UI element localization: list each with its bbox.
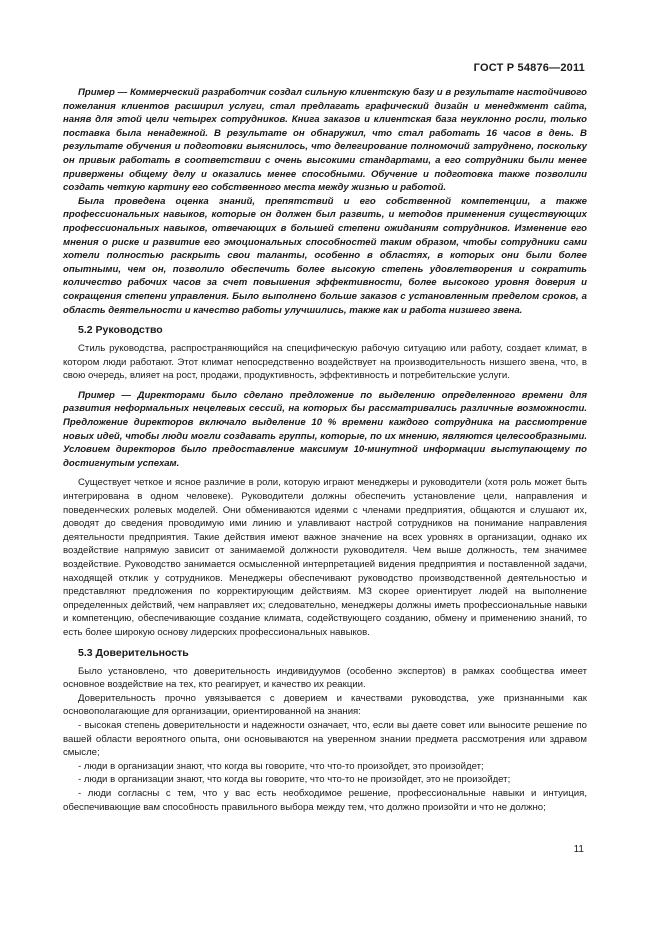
list-item: - высокая степень доверительности и надежности означает, что, если вы даете совет или выносите решение по вашей области вероятного опыта, они основываются на уверенном знании предмета рассмотрения или здравом смысле;	[63, 719, 587, 759]
body-paragraph: Было установлено, что доверительность индивидуумов (особенно экспертов) в рамках сообщества имеет основное воздействие на тех, кто реагирует, и качество их реакции.	[63, 665, 587, 691]
list-item: - люди согласны с тем, что у вас есть необходимое решение, профессиональные навыки и интуиция, обеспечивающие вам способность правильного выбора между тем, что должно произойти и что не должно;	[63, 787, 587, 813]
body-paragraph: Стиль руководства, распространяющийся на специфическую рабочую ситуацию или работу, создает климат, в котором люди работают. Этот климат непосредственно воздействует на производительность низшего звена, что, в свою очередь, влияет на рост, продажи, продуктивность, эффективность и потребительские услуги.	[63, 343, 587, 382]
document-body	[63, 86, 587, 814]
list-item: - люди в организации знают, что когда вы говорите, что что-то произойдет, это произойдет;	[78, 760, 484, 772]
document-standard-id: ГОСТ Р 54876—2011	[473, 62, 585, 74]
example-paragraph: Пример — Директорами было сделано предложение по выделению определенного времени для развития неформальных нецелевых сессий, на которых бы рассматривались различные возможности. Предложение директоров включало выделение 10 % времени каждого сотрудника на рассмотрение новых идей, чтобы люди могли создавать группы, которые, по их мнению, являются целесообразными. Условием директоров было предоставление максимум 10-минутной информации выступающему по достигнутым успехам.	[63, 389, 587, 469]
example-paragraph-continued: Была проведена оценка знаний, препятствий и его собственной компетенции, а также профессиональных навыков, которые он должен был развить, и методов применения существующих профессиональных навыков, отвечающих в большей степени ожиданиям сотрудников. Изменение его мнения о риске и развитие его эмоциональных способностей таким образом, чтобы сотрудники сами хотели полностью раскрыть свои таланты, особенно в областях, в которых они были более опытными, чем он, позволило обеспечить более высокую степень удовлетворения и сократить количество рабочих часов за счет повышения эффективности, более высокого уровня доверия и сокращения степени управления. Было выполнено больше заказов с установленным пределом сроков, а область деятельности и качество работы улучшились, также как и работа низшего звена.	[63, 195, 587, 316]
body-paragraph: Доверительность прочно увязывается с доверием и качествами руководства, уже признанными как основополагающие для организации, ориентированной на знания:	[63, 692, 587, 718]
body-paragraph: Существует четкое и ясное различие в роли, которую играют менеджеры и руководители (хотя роль может быть интегрирована в одном человеке). Руководители должны обеспечить установление цели, направления и поведенческих ролевых моделей. Они обмениваются идеями с членами предприятия, общаются и слушают их, доводят до сведения проводимую ими линию и улавливают настрой сотрудников на понимание направления деятельности предприятия. Такие действия имеют важное значение на всех уровнях в организации, однако их воздействие напрямую зависит от занимаемой должности руководителя. Чем выше должность, тем значимее воздействие. Руководство занимается осмысленной интерпретацией видения предприятия и поставленной задачи, находящей отклик у сотрудников. Менеджеры обеспечивают руководство производственной деятельностью и представляют предложения по корректирующим действиям. МЗ скорее ориентирует людей на выполнение определенных действий, чем направляет их; следовательно, менеджеры должны иметь профессиональные навыки и компетенцию, обеспечивающие создание климата, содействующего созданию, обмену и применению знаний, то есть более широкую основу лидерских профессиональных навыков.	[63, 477, 587, 638]
section-heading-5-3: 5.3 Доверительность	[78, 646, 189, 659]
section-heading-5-2: 5.2 Руководство	[78, 324, 163, 337]
page-number: 11	[573, 844, 584, 855]
list-item: - люди в организации знают, что когда вы говорите, что что-то не произойдет, это не произойдет;	[78, 774, 511, 786]
example-paragraph: Пример — Коммерческий разработчик создал сильную клиентскую базу и в результате настойчивого пожелания клиентов расширил услуги, стал предлагать графический дизайн и менеджмент сайта, наняв для этой цели четырех сотрудников. Книга заказов и клиентская база неуклонно росли, только поставка была ненадежной. В результате он обнаружил, что стал работать 16 часов в день. В результате обучения и подготовки выяснилось, что делегирование полномочий затруднено, поскольку он привык работать в соответствии с очень высокими стандартами, а его сотрудники были менее привержены общему делу и оказались менее способными. Обучение и подготовка также позволили создать четкую картину его собственного места между жизнью и работой.	[63, 87, 587, 194]
